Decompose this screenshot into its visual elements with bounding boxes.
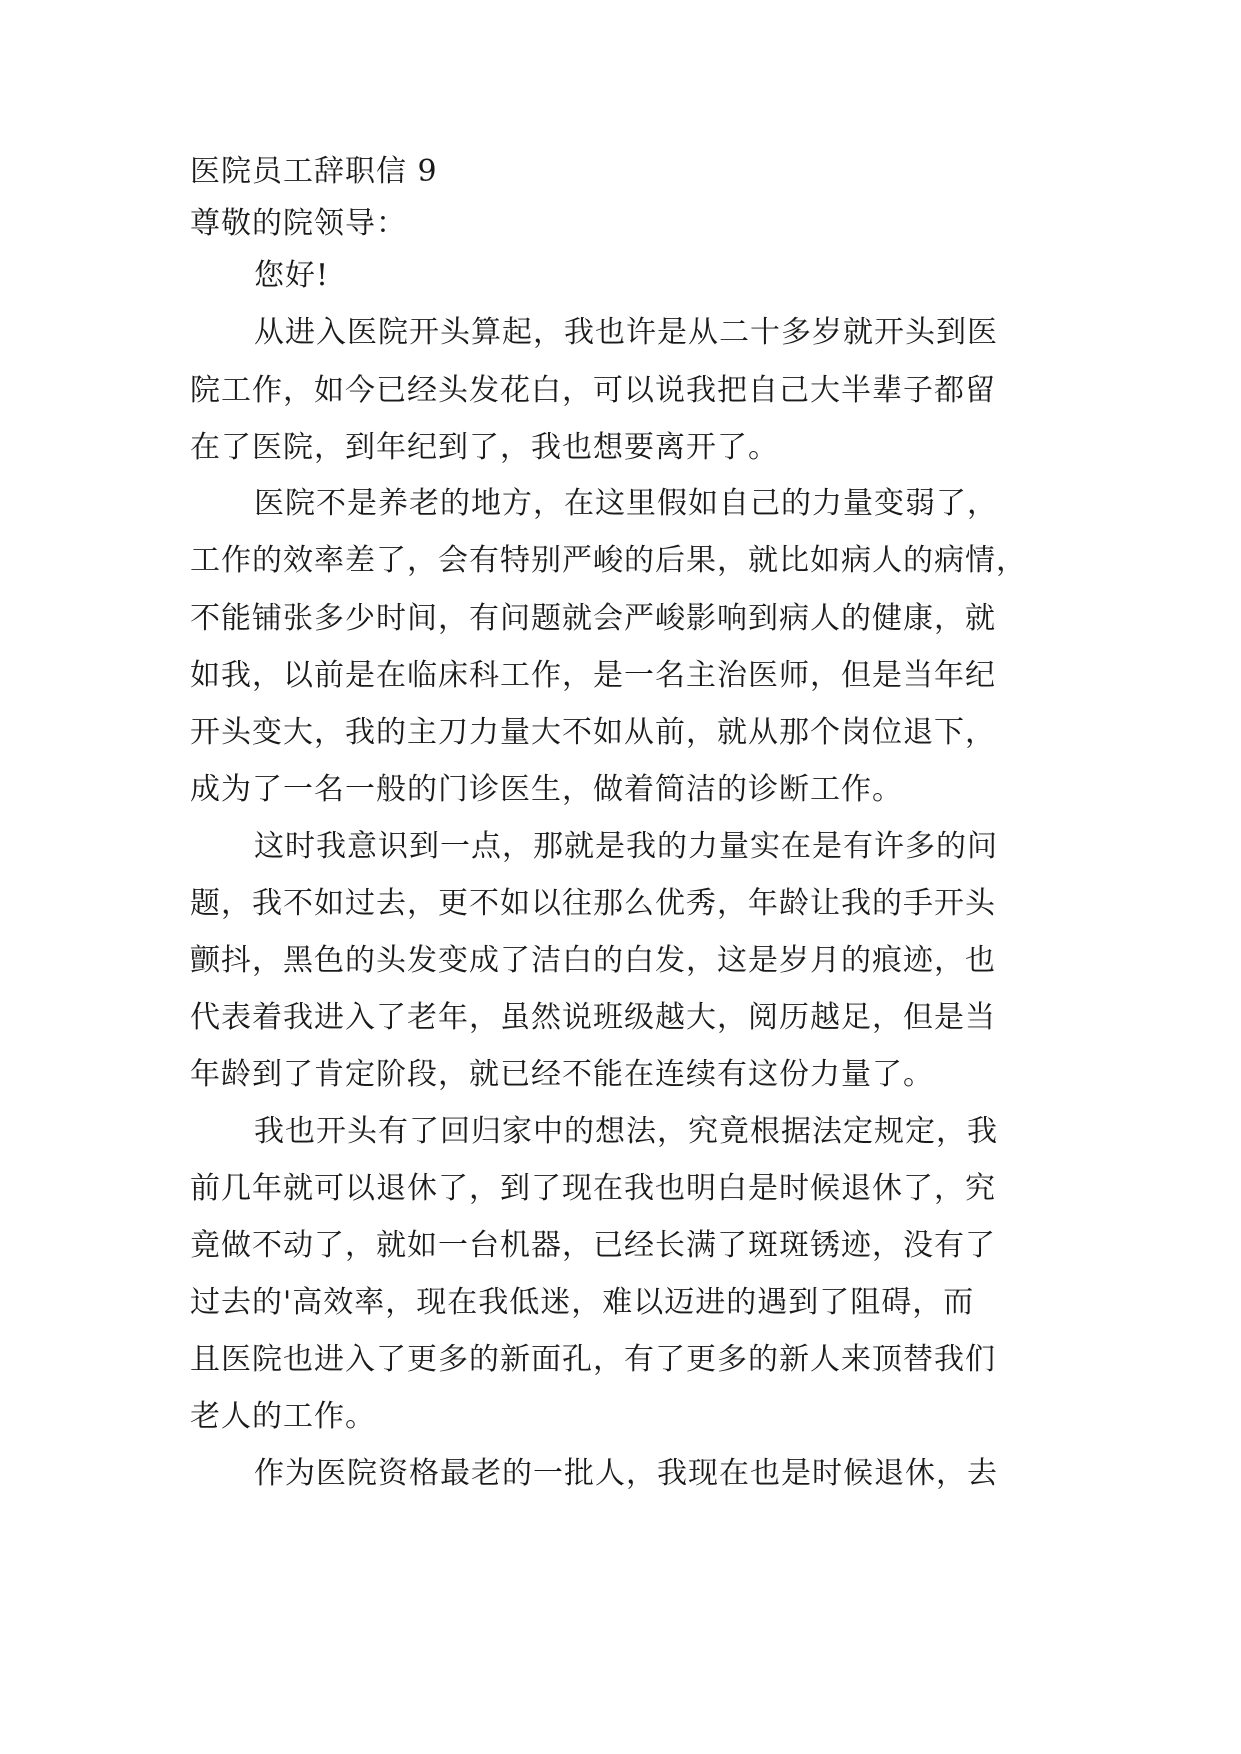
greeting: 您好! [254,258,330,293]
paragraph-line: 医院不是养老的地方，在这里假如自己的力量变弱了， [254,486,998,521]
paragraph-line: 成为了一名一般的门诊医生，做着简洁的诊断工作。 [190,772,903,807]
paragraph-line: 院工作，如今已经头发花白，可以说我把自己大半辈子都留 [190,373,996,408]
paragraph-line: 作为医院资格最老的一批人，我现在也是时候退休，去 [254,1456,998,1491]
paragraph-line: 且医院也进入了更多的新面孔，有了更多的新人来顶替我们 [190,1342,996,1377]
paragraph-line: 开头变大，我的主刀力量大不如从前，就从那个岗位退下， [190,715,996,750]
paragraph-line: 从进入医院开头算起，我也许是从二十多岁就开头到医 [254,315,998,350]
paragraph-line: 在了医院，到年纪到了，我也想要离开了。 [190,430,779,465]
paragraph-line: 颤抖，黑色的头发变成了洁白的白发，这是岁月的痕迹，也 [190,943,996,978]
paragraph-line: 这时我意识到一点，那就是我的力量实在是有许多的问 [254,829,998,864]
paragraph-line: 工作的效率差了，会有特别严峻的后果，就比如病人的病情， [190,543,1027,578]
paragraph-line: 老人的工作。 [190,1399,376,1434]
paragraph-line: 年龄到了肯定阶段，就已经不能在连续有这份力量了。 [190,1057,934,1092]
paragraph-line: 竟做不动了，就如一台机器，已经长满了斑斑锈迹，没有了 [190,1228,996,1263]
document-title: 医院员工辞职信 9 [190,154,438,189]
paragraph-line: 代表着我进入了老年，虽然说班级越大，阅历越足，但是当 [190,1000,996,1035]
paragraph-line: 不能铺张多少时间，有问题就会严峻影响到病人的健康，就 [190,601,996,636]
paragraph-line: 过去的'高效率，现在我低迷，难以迈进的遇到了阻碍，而 [190,1285,975,1320]
paragraph-line: 如我，以前是在临床科工作，是一名主治医师，但是当年纪 [190,658,996,693]
paragraph-line: 我也开头有了回归家中的想法，究竟根据法定规定，我 [254,1114,998,1149]
paragraph-line: 前几年就可以退休了，到了现在我也明白是时候退休了，究 [190,1171,996,1206]
paragraph-line: 题，我不如过去，更不如以往那么优秀，年龄让我的手开头 [190,886,996,921]
salutation: 尊敬的院领导： [190,206,407,241]
